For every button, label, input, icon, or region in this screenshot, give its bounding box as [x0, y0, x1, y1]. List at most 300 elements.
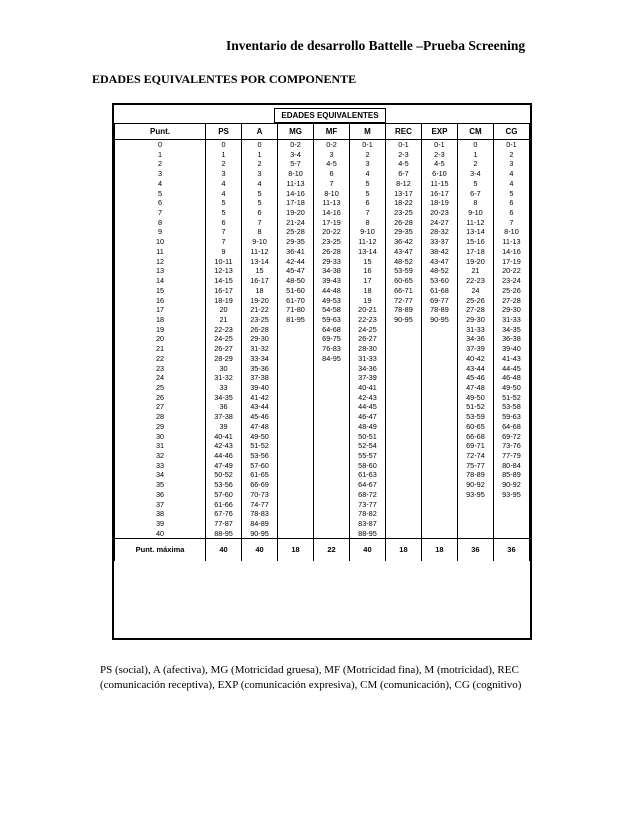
table-cell [421, 373, 457, 383]
table-cell: 5 [206, 198, 242, 208]
table-cell [421, 480, 457, 490]
table-cell [421, 432, 457, 442]
table-row [115, 412, 530, 422]
column-header: Punt. [115, 124, 206, 140]
table-cell: 34-35 [206, 393, 242, 403]
table-cell: 53-59 [457, 412, 493, 422]
table-row [115, 490, 530, 500]
table-cell: 72-77 [385, 296, 421, 306]
table-cell [385, 519, 421, 529]
table-cell: 2 [457, 159, 493, 169]
table-cell [385, 422, 421, 432]
table-cell: 78-89 [457, 470, 493, 480]
max-score-cell: Punt. máxima [115, 539, 206, 562]
table-cell: 14 [115, 276, 206, 286]
table-cell [278, 441, 314, 451]
table-cell: 16-17 [242, 276, 278, 286]
table-cell: 31-33 [493, 315, 529, 325]
table-cell: 60-65 [457, 422, 493, 432]
table-cell: 13-14 [242, 257, 278, 267]
table-cell: 2 [115, 159, 206, 169]
table-cell: 0-1 [349, 140, 385, 150]
table-cell: 53-58 [493, 402, 529, 412]
table-cell: 24-25 [349, 325, 385, 335]
table-cell: 29-30 [493, 305, 529, 315]
table-cell [385, 432, 421, 442]
table-cell: 78-82 [349, 509, 385, 519]
table-cell [278, 364, 314, 374]
table-row [115, 179, 530, 189]
table-cell: 69-75 [314, 334, 350, 344]
table-cell: 84-95 [314, 354, 350, 364]
table-cell: 36 [115, 490, 206, 500]
table-cell: 83-87 [349, 519, 385, 529]
table-cell [421, 364, 457, 374]
table-cell [314, 509, 350, 519]
table-cell: 24 [457, 286, 493, 296]
table-cell: 73-76 [493, 441, 529, 451]
table-cell: 23-25 [385, 208, 421, 218]
table-cell: 40 [115, 529, 206, 539]
table-cell: 7 [206, 227, 242, 237]
table-cell: 6 [115, 198, 206, 208]
table-cell [278, 383, 314, 393]
table-cell: 3-4 [457, 169, 493, 179]
table-row [115, 169, 530, 179]
table-cell: 59-63 [493, 412, 529, 422]
table-cell: 15 [349, 257, 385, 267]
table-cell: 47-48 [457, 383, 493, 393]
table-cell [278, 373, 314, 383]
table-cell: 14-16 [314, 208, 350, 218]
table-cell: 0 [115, 140, 206, 150]
table-row [115, 189, 530, 199]
table-cell: 35-36 [242, 364, 278, 374]
table-cell: 72-74 [457, 451, 493, 461]
table-cell [278, 451, 314, 461]
table-cell: 22-23 [206, 325, 242, 335]
table-cell: 3 [206, 169, 242, 179]
table-row [115, 325, 530, 335]
table-cell [314, 441, 350, 451]
table-cell: 39-43 [314, 276, 350, 286]
table-cell: 90-92 [493, 480, 529, 490]
table-cell [493, 509, 529, 519]
table-cell: 61-70 [278, 296, 314, 306]
table-cell: 8 [457, 198, 493, 208]
table-cell: 68-72 [349, 490, 385, 500]
table-cell: 4 [206, 189, 242, 199]
table-cell: 2 [242, 159, 278, 169]
table-cell: 61-65 [242, 470, 278, 480]
table-cell [421, 509, 457, 519]
table-row [115, 150, 530, 160]
table-cell [421, 422, 457, 432]
table-cell: 29 [115, 422, 206, 432]
table-cell: 20-22 [493, 266, 529, 276]
table-cell: 36 [206, 402, 242, 412]
table-cell: 1 [206, 150, 242, 160]
table-cell [457, 519, 493, 529]
table-cell: 90-95 [242, 529, 278, 539]
table-cell: 5 [242, 198, 278, 208]
table-cell [314, 393, 350, 403]
table-cell: 5 [115, 189, 206, 199]
table-cell [314, 451, 350, 461]
table-cell [278, 480, 314, 490]
table-cell: 44-46 [206, 451, 242, 461]
column-header: A [242, 124, 278, 140]
table-cell: 11-12 [457, 218, 493, 228]
table-cell: 0 [242, 140, 278, 150]
table-cell [493, 529, 529, 539]
table-cell: 70-73 [242, 490, 278, 500]
table-row [115, 305, 530, 315]
table-cell: 49-50 [457, 393, 493, 403]
table-cell: 3 [349, 159, 385, 169]
table-cell [314, 480, 350, 490]
table-cell: 24-25 [206, 334, 242, 344]
table-cell: 19 [349, 296, 385, 306]
table-cell [421, 470, 457, 480]
table-row [115, 286, 530, 296]
table-cell [278, 334, 314, 344]
table-cell: 46-48 [493, 373, 529, 383]
table-cell [385, 373, 421, 383]
table-cell: 22 [115, 354, 206, 364]
table-cell: 28-32 [421, 227, 457, 237]
table-cell: 29-35 [385, 227, 421, 237]
table-cell: 43-47 [385, 247, 421, 257]
table-cell: 34-36 [349, 364, 385, 374]
table-cell: 5 [206, 208, 242, 218]
table-cell: 4 [493, 179, 529, 189]
table-cell: 4-5 [314, 159, 350, 169]
table-cell: 19-20 [242, 296, 278, 306]
table-cell: 51-60 [278, 286, 314, 296]
table-cell: 6-7 [457, 189, 493, 199]
table-cell: 16 [115, 296, 206, 306]
table-cell: 31-32 [206, 373, 242, 383]
table-cell [421, 383, 457, 393]
table-cell: 61-68 [421, 286, 457, 296]
age-equivalents-table [114, 123, 530, 561]
table-cell: 19-20 [457, 257, 493, 267]
table-cell: 9 [206, 247, 242, 257]
table-cell: 6-7 [385, 169, 421, 179]
table-cell: 27 [115, 402, 206, 412]
table-cell: 5 [493, 189, 529, 199]
table-cell: 2 [206, 159, 242, 169]
table-cell [457, 500, 493, 510]
table-cell: 8-10 [314, 189, 350, 199]
table-cell: 93-95 [493, 490, 529, 500]
table-cell: 13 [115, 266, 206, 276]
table-cell: 7 [493, 218, 529, 228]
max-score-cell: 40 [242, 539, 278, 562]
table-cell: 54-58 [314, 305, 350, 315]
table-cell [385, 500, 421, 510]
table-row [115, 247, 530, 257]
table-cell: 5 [242, 189, 278, 199]
table-cell: 42-44 [278, 257, 314, 267]
table-cell: 75-77 [457, 461, 493, 471]
table-cell: 81-95 [278, 315, 314, 325]
table-cell: 20 [206, 305, 242, 315]
table-cell: 7 [314, 179, 350, 189]
table-cell: 26-27 [206, 344, 242, 354]
table-row [115, 257, 530, 267]
table-cell: 24-27 [421, 218, 457, 228]
table-cell: 34-36 [457, 334, 493, 344]
table-cell: 25-28 [278, 227, 314, 237]
table-cell [421, 334, 457, 344]
table-cell: 53-60 [421, 276, 457, 286]
table-cell [421, 441, 457, 451]
table-cell: 40-41 [206, 432, 242, 442]
table-cell: 20 [115, 334, 206, 344]
age-equivalents-table-frame [112, 103, 532, 640]
table-cell: 5 [349, 179, 385, 189]
table-cell: 85-89 [493, 470, 529, 480]
table-cell: 49-53 [314, 296, 350, 306]
table-cell [314, 470, 350, 480]
table-cell: 2-3 [385, 150, 421, 160]
table-cell [314, 490, 350, 500]
table-cell: 43-44 [457, 364, 493, 374]
table-cell [385, 470, 421, 480]
table-cell [314, 529, 350, 539]
table-cell: 84-89 [242, 519, 278, 529]
table-cell: 33 [115, 461, 206, 471]
table-cell: 88-95 [349, 529, 385, 539]
table-cell: 4-5 [385, 159, 421, 169]
table-cell: 51-52 [457, 402, 493, 412]
table-cell: 16 [349, 266, 385, 276]
table-cell [385, 402, 421, 412]
table-cell: 38-42 [421, 247, 457, 257]
table-cell: 64-68 [493, 422, 529, 432]
table-cell [457, 509, 493, 519]
table-cell [385, 461, 421, 471]
table-row [115, 383, 530, 393]
table-row [115, 519, 530, 529]
table-cell: 29-35 [278, 237, 314, 247]
table-cell: 34 [115, 470, 206, 480]
table-cell: 45-46 [457, 373, 493, 383]
table-cell: 21 [115, 344, 206, 354]
table-cell [278, 422, 314, 432]
max-score-cell: 40 [349, 539, 385, 562]
table-cell: 7 [115, 208, 206, 218]
table-cell: 66-69 [242, 480, 278, 490]
table-cell: 55-57 [349, 451, 385, 461]
table-row [115, 354, 530, 364]
table-header-row [115, 124, 530, 140]
table-row [115, 159, 530, 169]
table-cell [421, 529, 457, 539]
table-cell: 20-22 [314, 227, 350, 237]
table-cell [421, 519, 457, 529]
table-cell: 26-28 [314, 247, 350, 257]
table-cell: 0-1 [421, 140, 457, 150]
table-cell: 33-37 [421, 237, 457, 247]
table-cell [385, 451, 421, 461]
table-cell: 26 [115, 393, 206, 403]
table-cell [314, 412, 350, 422]
table-row [115, 529, 530, 539]
document-header-title: Inventario de desarrollo Battelle –Prueba Screening [226, 38, 526, 53]
table-cell: 29-30 [457, 315, 493, 325]
table-cell: 23-25 [314, 237, 350, 247]
table-cell: 4 [349, 169, 385, 179]
table-cell: 20-23 [421, 208, 457, 218]
table-cell [421, 344, 457, 354]
table-cell: 22-23 [349, 315, 385, 325]
table-cell [278, 470, 314, 480]
table-cell: 10-11 [206, 257, 242, 267]
max-score-row [115, 539, 530, 562]
table-cell: 18-19 [206, 296, 242, 306]
table-cell: 73-77 [349, 500, 385, 510]
table-cell: 30 [115, 432, 206, 442]
table-row [115, 198, 530, 208]
table-cell: 21-22 [242, 305, 278, 315]
table-cell: 8 [349, 218, 385, 228]
column-header: MF [314, 124, 350, 140]
table-cell: 6-10 [421, 169, 457, 179]
table-cell: 45-47 [278, 266, 314, 276]
table-cell: 53-59 [385, 266, 421, 276]
table-cell [385, 364, 421, 374]
table-cell: 67-76 [206, 509, 242, 519]
table-cell: 50-51 [349, 432, 385, 442]
table-cell: 7 [349, 208, 385, 218]
table-cell: 76-83 [314, 344, 350, 354]
table-cell: 59-63 [314, 315, 350, 325]
table-cell: 27-28 [493, 296, 529, 306]
table-cell: 69-77 [421, 296, 457, 306]
table-cell: 6 [242, 208, 278, 218]
table-cell [278, 461, 314, 471]
table-cell: 11-13 [278, 179, 314, 189]
table-cell [421, 451, 457, 461]
table-cell: 8 [115, 218, 206, 228]
table-cell: 4 [493, 169, 529, 179]
table-cell: 1 [115, 150, 206, 160]
table-cell [421, 500, 457, 510]
table-cell: 43-47 [421, 257, 457, 267]
table-cell: 52-54 [349, 441, 385, 451]
table-cell: 34-38 [314, 266, 350, 276]
table-cell: 17-19 [314, 218, 350, 228]
table-cell: 7 [242, 218, 278, 228]
table-cell: 40-42 [457, 354, 493, 364]
table-cell: 69-72 [493, 432, 529, 442]
table-cell: 27-28 [457, 305, 493, 315]
table-cell: 37 [115, 500, 206, 510]
table-cell [278, 519, 314, 529]
table-row [115, 334, 530, 344]
table-cell: 29-33 [314, 257, 350, 267]
table-cell: 12-13 [206, 266, 242, 276]
table-cell: 19 [115, 325, 206, 335]
table-cell: 42-43 [349, 393, 385, 403]
table-cell: 30 [206, 364, 242, 374]
table-cell [385, 509, 421, 519]
table-cell: 3 [314, 150, 350, 160]
table-cell: 48-50 [278, 276, 314, 286]
table-cell: 8-12 [385, 179, 421, 189]
table-cell [314, 500, 350, 510]
table-cell: 18-22 [385, 198, 421, 208]
table-cell: 4-5 [421, 159, 457, 169]
table-cell [421, 393, 457, 403]
table-cell [278, 393, 314, 403]
table-cell: 9-10 [242, 237, 278, 247]
table-cell: 36-42 [385, 237, 421, 247]
table-cell: 39 [115, 519, 206, 529]
table-cell [278, 344, 314, 354]
table-cell [385, 325, 421, 335]
table-cell: 41-42 [242, 393, 278, 403]
table-row [115, 461, 530, 471]
table-cell: 5 [349, 189, 385, 199]
table-cell: 31-32 [242, 344, 278, 354]
table-cell: 69-71 [457, 441, 493, 451]
table-cell: 35 [115, 480, 206, 490]
table-cell: 48-49 [349, 422, 385, 432]
table-cell: 4 [242, 179, 278, 189]
table-cell: 23-24 [493, 276, 529, 286]
table-row [115, 470, 530, 480]
table-cell: 34-35 [493, 325, 529, 335]
table-cell: 17 [349, 276, 385, 286]
table-cell [314, 461, 350, 471]
table-cell: 44-45 [349, 402, 385, 412]
table-cell: 28 [115, 412, 206, 422]
table-row [115, 480, 530, 490]
table-cell: 9-10 [349, 227, 385, 237]
table-cell: 36-38 [493, 334, 529, 344]
table-cell: 58-60 [349, 461, 385, 471]
table-cell: 0 [457, 140, 493, 150]
table-cell: 11-12 [349, 237, 385, 247]
table-cell: 49-50 [242, 432, 278, 442]
table-cell [314, 519, 350, 529]
table-cell: 13-14 [457, 227, 493, 237]
table-row [115, 509, 530, 519]
table-cell: 21 [457, 266, 493, 276]
table-cell: 6 [493, 198, 529, 208]
table-cell: 11-12 [242, 247, 278, 257]
table-cell: 8-10 [493, 227, 529, 237]
table-cell [421, 354, 457, 364]
table-cell: 44-45 [493, 364, 529, 374]
table-cell: 61-66 [206, 500, 242, 510]
table-cell: 6 [349, 198, 385, 208]
table-cell: 77-87 [206, 519, 242, 529]
table-cell: 93-95 [457, 490, 493, 500]
table-cell: 43-44 [242, 402, 278, 412]
table-cell: 17-19 [493, 257, 529, 267]
table-cell: 16-17 [421, 189, 457, 199]
table-cell: 33 [206, 383, 242, 393]
table-cell: 3-4 [278, 150, 314, 160]
table-cell: 9-10 [457, 208, 493, 218]
table-cell [385, 480, 421, 490]
table-row [115, 276, 530, 286]
